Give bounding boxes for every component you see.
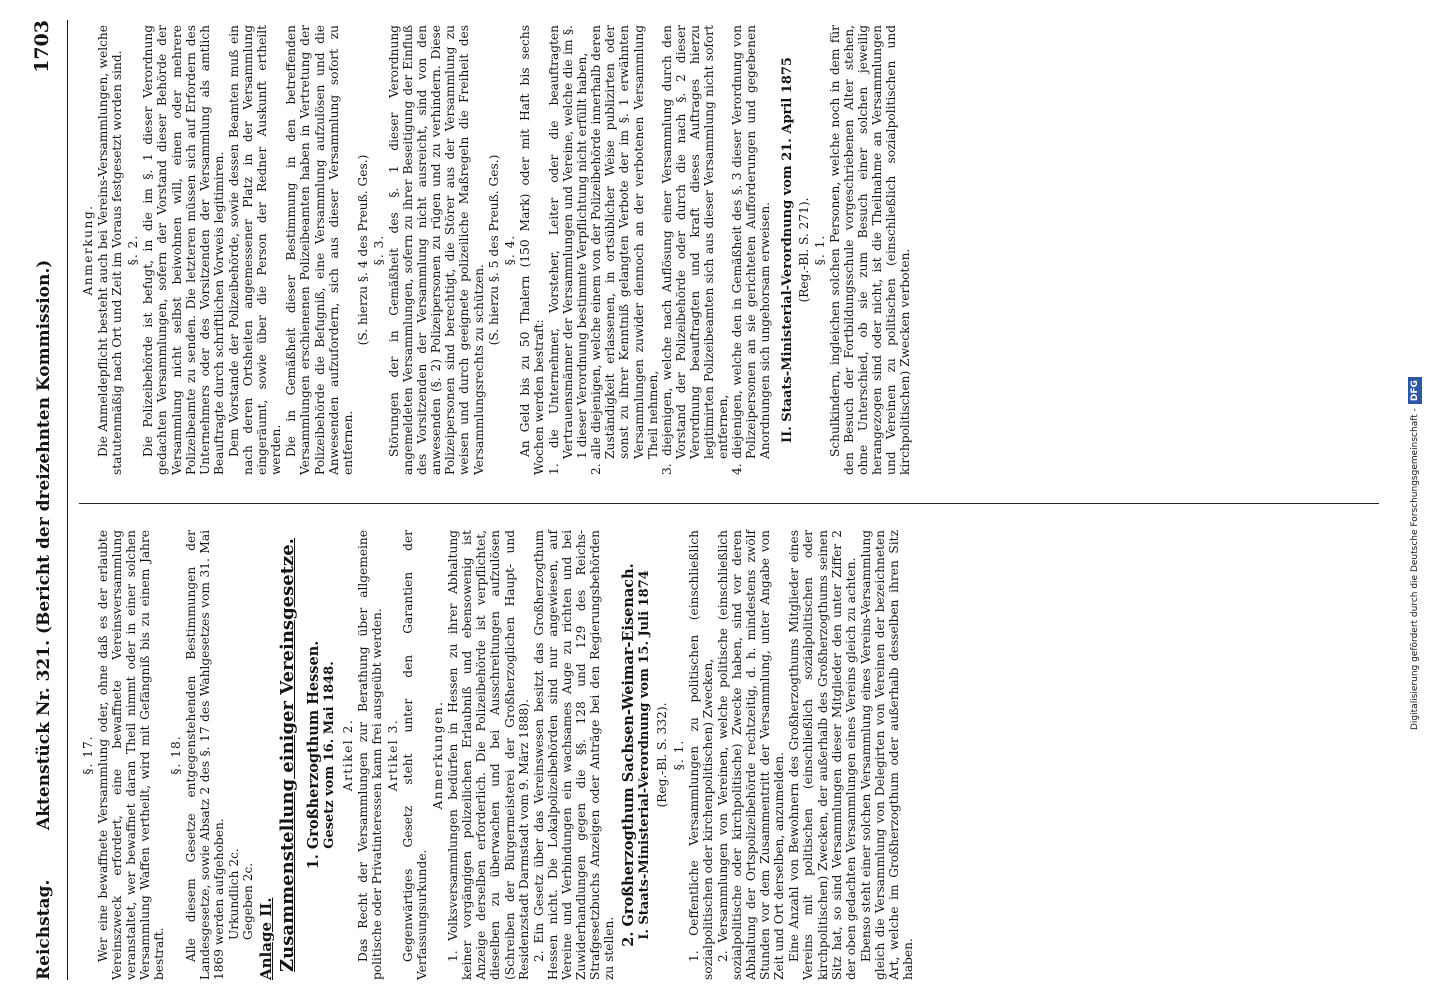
article-heading: Artikel 3. bbox=[385, 718, 400, 792]
paragraph: Wer eine bewaffnete Versammlung oder, ohne daß es der erlaubte Vereinszweck erfordert, eine bewaffnete Vereinsversammlung veranstaltet, wer bewaffnet daran Theil nimmt oder in einer solchen Versammlung Waffen vertheilt, wird mit Gefängniß bis zu einem Jahre bestraft. bbox=[96, 530, 167, 980]
section-heading: §. 1. bbox=[812, 234, 827, 266]
list-item: 2. alle diejenigen, welche einem von der Polizeibehörde innerhalb deren Zuständigkeit erlassenen, in ortsüblicher Weise publizirten oder sonst zu ihrer Kenntniß gelangten Verbote der im §. 1 erwähnten Versammlungen zuwider dennoch an der verbotenen Versammlung Theil nehmen, bbox=[589, 25, 660, 475]
digitization-text: Digitalisierung gefördert durch die Deutsche Forschungsgemeinschaft - bbox=[1410, 408, 1420, 730]
law-heading: II. Staats-Ministerial-Verordnung vom 21. April 1875 bbox=[779, 57, 795, 443]
state-heading: 2. Großherzogthum Sachsen-Weimar-Eisenach. bbox=[620, 563, 638, 947]
column-divider bbox=[79, 503, 1379, 504]
document-page bbox=[27, 20, 1407, 980]
page-header bbox=[27, 20, 68, 980]
section-heading: §. 3. bbox=[371, 234, 386, 266]
list-item: 1. die Unternehmer, Vorsteher, Leiter oder die beauftragten Vertrauensmänner der Versammlungen und Vereine, welche die im §. 1 dieser Verordnung bestimmte Verpflichtung nicht erfüllt haben, bbox=[547, 25, 590, 475]
paragraph: Schulkindern, ingleichen solchen Personen, welche noch in dem für den Besuch der Fortbildungsschule vorgeschriebenen Alter stehen, ohne Unterschied, ob sie zum Besuch einer solchen jeweilig herangezogen sind oder nicht, ist die Theilnahme an Versammlungen und Vereinen zu politischen (einschließlich sozialpolitischen und kirchpolitischen) Zwecken verboten. bbox=[827, 25, 913, 475]
digitization-note bbox=[1404, 10, 1422, 990]
law-reference: (Reg.-Bl. S. 332). bbox=[655, 702, 670, 808]
list-item: 3. diejenigen, welche nach Auflösung einer Versammlung durch den Vorstand der Polizeibehörde oder durch die nach §. 2 dieser Verordnung beauftragten und kraft dieses Auftrages hierzu legitimirten Polizeibeamten sich aus dieser Versammlung nicht sofort entfernen, bbox=[659, 25, 731, 475]
law-heading: I. Staats-Ministerial-Verordnung vom 15. Juli 1874 bbox=[637, 570, 653, 940]
section-heading: §. 17. bbox=[81, 735, 95, 775]
paragraph: Das Recht der Versammlungen zur Berathung über allgemeine politische oder Privatinteressen kann frei ausgeübt werden. bbox=[355, 530, 384, 980]
header-title: Aktenstück Nr. 321. (Bericht der dreizehnten Kommission.) bbox=[34, 259, 54, 830]
signature-line: Urkundlich 2c. bbox=[226, 848, 241, 940]
paragraph: 1. Volksversammlungen bedürfen in Hessen zu ihrer Abhaltung keiner vorgängigen polizeilichen Erlaubniß und ebensowenig ist Anzeige derselben erforderlich. Die Polizeibehörde ist verpflichtet, dieselben zu überwachen und bei Ausschreitungen aufzulösen (Schreiben der Bürgermeisterei der Großherzoglichen Haupt- und Residenzstadt Darmstadt vom 9. März 1888). bbox=[446, 530, 531, 980]
paragraph: Störungen der in Gemäßheit des §. 1 dieser Verordnung angemeldeten Versammlungen, sofern zu ihrer Beseitigung der Einfluß des Vorsitzenden der Versammlung nicht ausreicht, sind von den anwesenden (§. 2) Polizeipersonen zu rügen und zu verhindern. Diese Polizeipersonen sind berechtigt, die Störer aus der Versammlung zu weisen und durch geeignete polizeiliche Maßregeln die Freiheit des Versammlungsrechts zu schützen. bbox=[386, 25, 486, 475]
paragraph: Die in Gemäßheit dieser Bestimmung in den betreffenden Versammlungen erschienenen Polizeibeamten haben in Vertretung der Polizeibehörde die Befugniß, eine Versammlung aufzulösen und die Anwesenden aufzufordern, sich aus dieser Versammlung sofort zu entfernen. bbox=[284, 25, 355, 475]
cross-reference: (S. hierzu §. 4 des Preuß. Ges.) bbox=[355, 154, 370, 346]
paragraph: Eine Anzahl von Bewohnern des Großherzogthums Mitglieder eines Vereins mit politischen (einschließlich sozialpolitischen oder kirchpolitischen) Zwecken, der außerhalb des Großherzogthums seinen Sitz hat, so sind Versammlungen dieser Mitglieder den unter Ziffer 2 der oben gedachten Versammlungen eines Vereins gleich zu achten. bbox=[787, 530, 858, 980]
notes-heading: Anmerkungen. bbox=[431, 700, 446, 810]
section-heading: §. 18. bbox=[168, 735, 183, 775]
paragraph: Ebenso steht einer solchen Versammlung eines Vereins-Versammlung gleich die Versammlung von Delegirten von Vereinen der bezeichneten Art, welche im Großherzogthum oder außerhalb desselben ihren Sitz haben. bbox=[858, 530, 916, 980]
dfg-logo: DFG bbox=[1408, 377, 1422, 404]
paragraph: 2. Ein Gesetz über das Vereinswesen besitzt das Großherzogthum Hessen nicht. Die Lokalpolizeibehörden sind nur angewiesen, auf Vereine und Verbindungen ein wachsames Auge zu richten und bei Zuwiderhandlungen gegen die §§. 128 und 129 des Reichs-Strafgesetzbuchs Anzeigen oder Anträge bei den Regierungsbehörden zu stellen. bbox=[531, 530, 617, 980]
section-heading: §. 4. bbox=[502, 234, 517, 266]
paragraph: Dem Vorstande der Polizeibehörde, sowie dessen Beamten muß ein nach deren Ortsheiten angemessener Platz in der Versammlung eingeräumt, sowie über die Person der Redner Auskunft ertheilt werden. bbox=[226, 25, 284, 475]
note-heading: Anmerkung. bbox=[81, 204, 95, 296]
paragraph: Alle diesem Gesetze entgegenstehenden Bestimmungen der Landesgesetze, sowie Absatz 2 des §. 17 des Wahlgesetzes vom 31. Mai 1869 werden aufgehoben. bbox=[183, 530, 226, 980]
article-heading: Artikel 2. bbox=[340, 718, 355, 792]
state-heading: 1. Großherzogthum Hessen. bbox=[305, 640, 323, 870]
section-heading: §. 1. bbox=[671, 739, 686, 771]
paragraph: 1. Oeffentliche Versammlungen zu politischen (einschließlich sozialpolitischen oder kirchenpolitischen) Zwecken, bbox=[686, 530, 715, 980]
section-heading: §. 2. bbox=[126, 234, 141, 266]
header-left: Reichstag. bbox=[34, 879, 54, 980]
law-heading: Gesetz vom 16. Mai 1848. bbox=[322, 661, 338, 849]
appendix-heading: Anlage II. bbox=[257, 897, 276, 980]
paragraph: 2. Versammlungen von Vereinen, welche politische (einschließlich sozialpolitische oder kirchpolitische) Zwecke haben, sind vor deren Abhaltung der Ortspolizeibehörde rechtzeitig, d. h. mindestens zwölf Stunden vor dem Zusammentritt der Versammlung, unter Angabe von Zeit und Ort derselben, anzumelden. bbox=[715, 530, 787, 980]
cross-reference: (S. hierzu §. 5 des Preuß. Ges.) bbox=[486, 154, 501, 346]
right-column bbox=[79, 25, 913, 475]
paragraph: An Geld bis zu 50 Thalern (150 Mark) oder mit Haft bis sechs Wochen werden bestraft: bbox=[517, 25, 546, 475]
list-item: 4. diejenigen, welche den in Gemäßheit des §. 3 dieser Verordnung von Polizeipersonen an sie gerichteten Aufforderungen und gegebenen Anordnungen sich ungehorsam erweisen. bbox=[730, 25, 773, 475]
paragraph: Die Polizeibehörde ist befugt, in die im §. 1 dieser Verordnung gedachten Versammlungen, sofern der Vorstand dieser Behörde der Versammlung nicht selbst beiwohnen will, einen oder mehrere Polizeibeamte zu senden. Die letzteren müssen sich auf Erfordern des Unternehmers oder des Vorsitzenden der Versammlung als amtlich Beauftragte durch schriftlichen Vorweis legitimiren. bbox=[141, 25, 226, 475]
page-number: 1703 bbox=[31, 20, 53, 73]
law-reference: (Reg.-Bl. S. 271). bbox=[796, 197, 811, 303]
paragraph: Gegenwärtiges Gesetz steht unter den Garantien der Verfassungsurkunde. bbox=[400, 530, 429, 980]
paragraph: Die Anmeldepflicht besteht auch bei Vereins-Versammlungen, welche statutenmäßig nach Ort und Zeit im Voraus festgesetzt worden sind. bbox=[96, 25, 125, 475]
left-column bbox=[79, 530, 916, 980]
main-title: Zusammenstellung einiger Vereinsgesetze. bbox=[277, 538, 299, 972]
signature-line: Gegeben 2c. bbox=[241, 862, 256, 940]
